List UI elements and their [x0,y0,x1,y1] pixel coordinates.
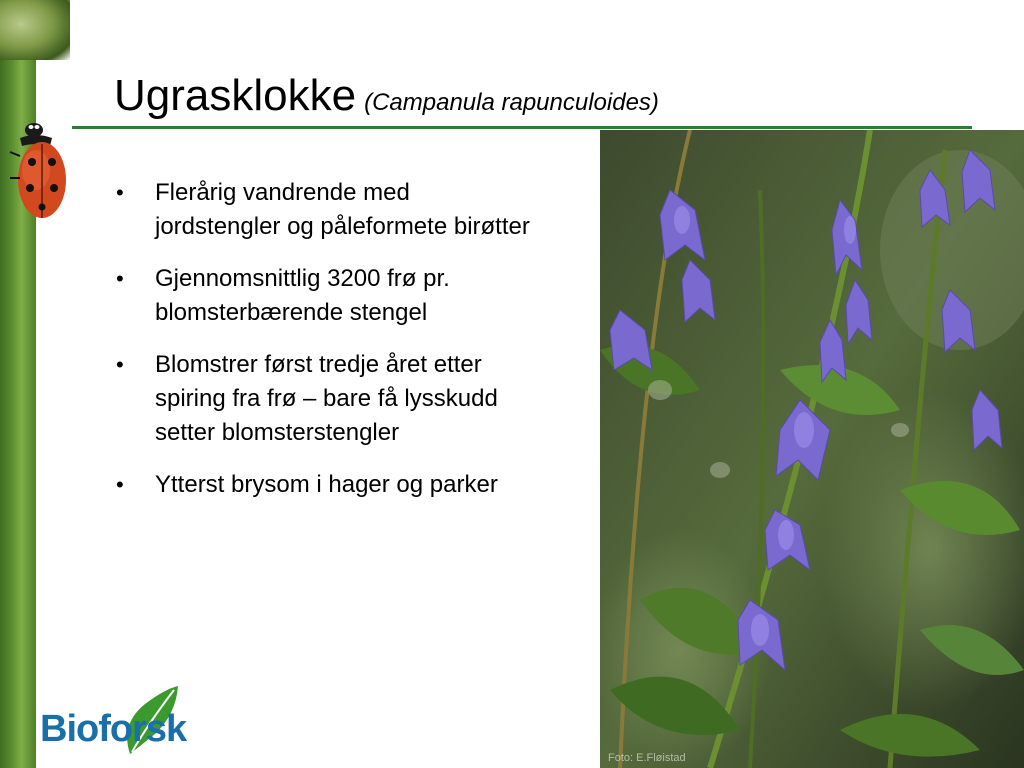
title-main: Ugrasklokke [114,71,357,120]
flower-photo [600,130,1024,768]
photo-credit: Foto: E.Fløistad [608,752,686,764]
stem-top-decoration [0,0,70,60]
bullet-item [112,262,532,330]
bullet-text: Ytterst brysom i hager og parker [155,471,498,498]
title-divider [72,126,972,129]
bullet-list [112,176,532,520]
bullet-marker: • [116,472,124,497]
bullet-text: Flerårig vandrende med jordstengler og påleformete birøtter [155,179,530,240]
bullet-marker: • [116,352,124,377]
bullet-item [112,176,532,244]
page-title [114,70,659,122]
bullet-text: Blomstrer først tredje året etter spiring fra frø – bare få lysskudd setter blomsterstengler [155,351,498,446]
bullet-marker: • [116,180,124,205]
title-latin-name: (Campanula rapunculoides) [364,89,659,116]
bioforsk-logo [40,684,190,764]
ladybug-icon [6,112,68,224]
bullet-item [112,348,532,450]
bellflower-illustration [600,130,1024,768]
bullet-marker: • [116,266,124,291]
logo-text: Bioforsk [40,708,187,750]
bullet-item [112,468,532,502]
bullet-text: Gjennomsnittlig 3200 frø pr. blomsterbærende stengel [155,265,450,326]
